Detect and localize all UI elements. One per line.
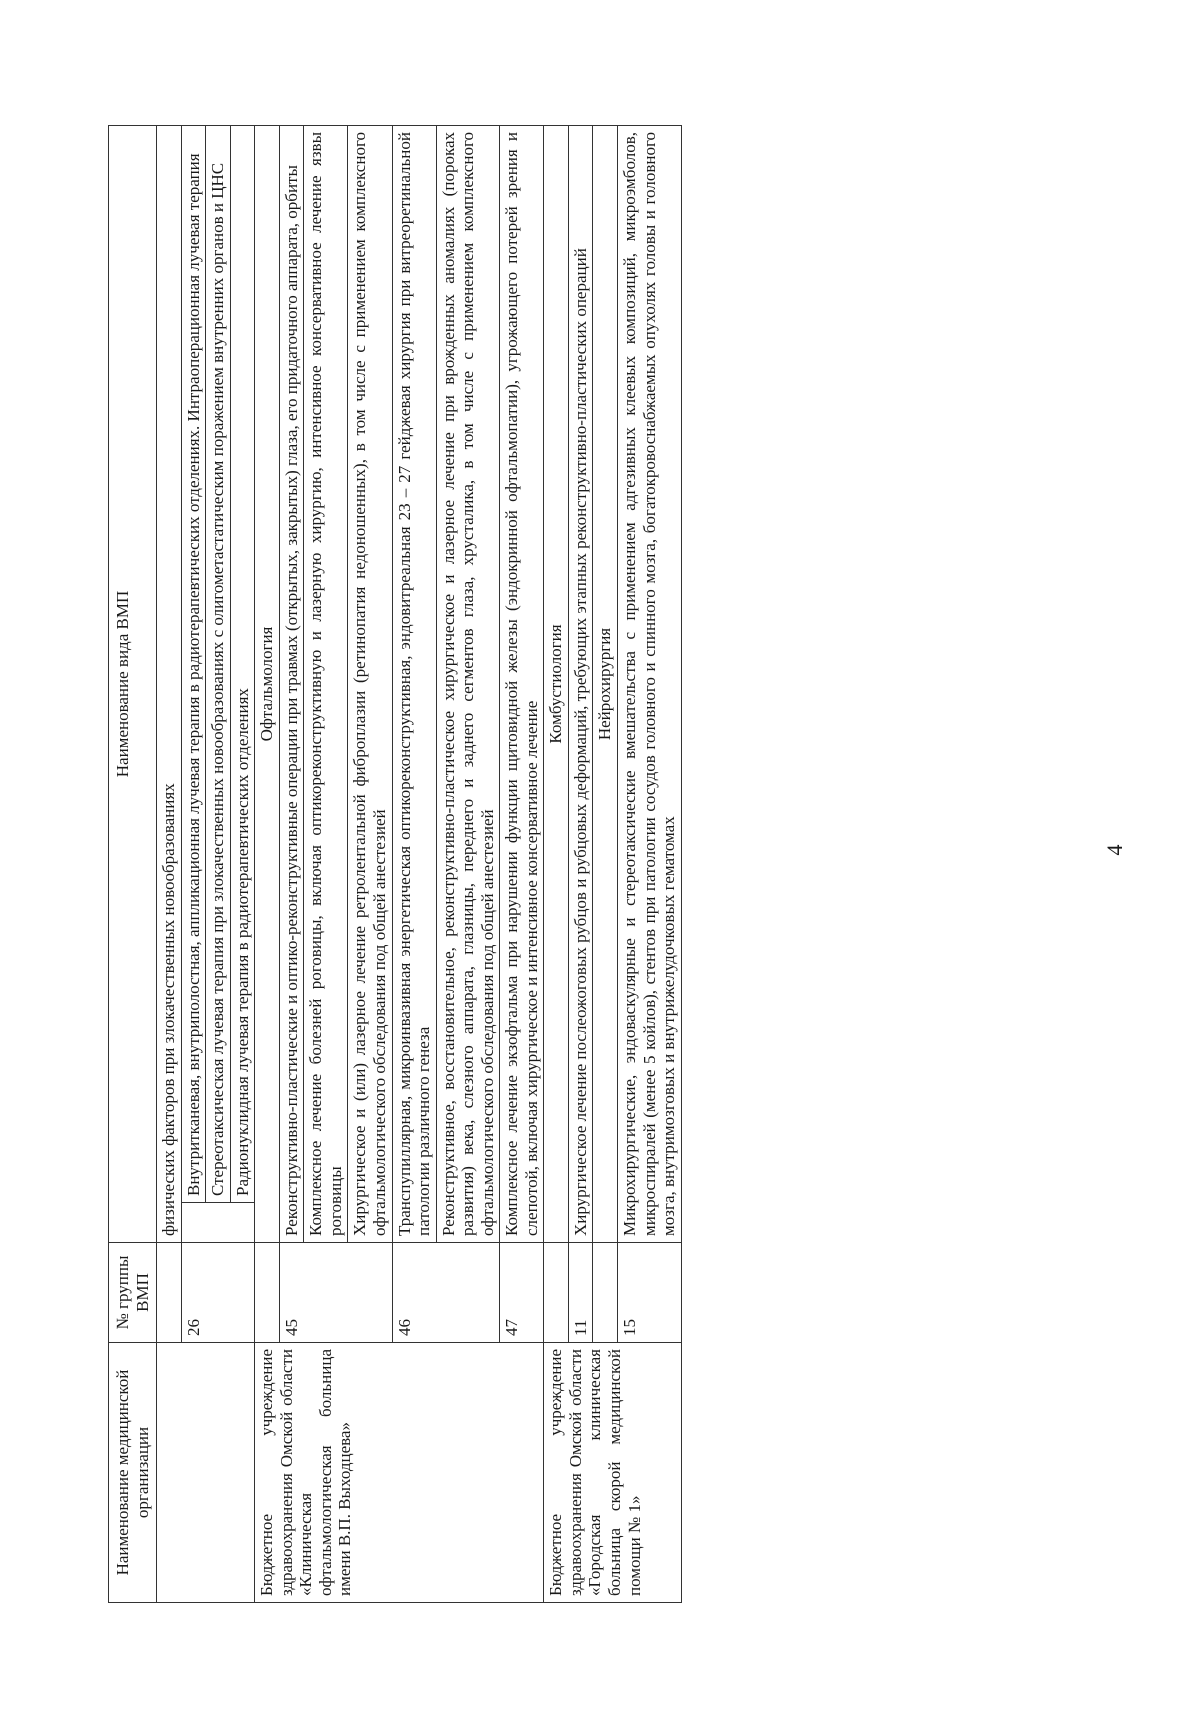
vmp-description: Комплексное лечение болезней роговицы, включая оптикореконструктивную и лазерную хирургию, интенсивное консервативное лечение язвы роговицы (304, 126, 348, 1243)
vmp-description: Транспупиллярная, микроинвазивная энергетическая оптикореконструктивная, эндовитреальная 23 – 27 гейджевая хирургия при витреоретинальной патологии различного генеза (392, 126, 436, 1243)
group-number-cell (157, 1243, 182, 1343)
header-group-number: № группы ВМП (109, 1243, 157, 1343)
section-row (544, 126, 569, 1603)
group-number-cell: 47 (500, 1243, 544, 1343)
vmp-description: физических факторов при злокачественных новообразованиях (157, 126, 182, 1243)
group-number-cell (255, 1243, 280, 1343)
group-number-cell: 45 (279, 1243, 392, 1343)
section-title-neurosurgery: Нейрохирургия (593, 126, 618, 1243)
vmp-description: Стереотаксическая лучевая терапия при злокачественных новообразованиях с олигометастатическим поражением внутренних органов и ЦНС (206, 126, 231, 1203)
group-number-cell (593, 1243, 618, 1343)
vmp-description: Реконструктивно-пластические и оптико-реконструктивные операции при травмах (открытых, закрытых) глаза, его придаточного аппарата, орбиты (279, 126, 304, 1243)
vmp-description: Хирургическое и (или) лазерное лечение ретролентальной фиброплазии (ретинопатия недоношенных), в том числе с применением комплексного офтальмологического обследования под общей анестезией (348, 126, 392, 1243)
org-cell: Бюджетное учреждение здравоохранения Омской области «Клиническая офтальмологическая больница имени В.П. Выходцева» (255, 1343, 544, 1603)
group-number-cell: 26 (181, 1243, 255, 1343)
table-row (157, 126, 182, 1603)
org-cell-continued (157, 1343, 255, 1603)
table-header-row (109, 126, 157, 1603)
vmp-description: Радионуклидная лучевая терапия в радиотерапевтических отделениях (230, 126, 255, 1203)
group-number-cell (544, 1243, 569, 1343)
header-vmp-type: Наименование вида ВМП (109, 126, 157, 1243)
org-cell: Бюджетное учреждение здравоохранения Омской области «Городская клиническая больница скорой медицинской помощи № 1» (544, 1343, 681, 1603)
vmp-description: Хирургическое лечение послеожоговых рубцов и рубцовых деформаций, требующих этапных реконструктивно-пластических операций (568, 126, 593, 1243)
section-title-combustiology: Комбустиология (544, 126, 569, 1243)
vmp-table (108, 125, 682, 1603)
header-organization: Наименование медицинской организации (109, 1343, 157, 1603)
group-number-cell: 46 (392, 1243, 500, 1343)
section-row (255, 126, 280, 1603)
vmp-description: Внутритканевая, внутриполостная, аппликационная лучевая терапия в радиотерапевтических отделениях. Интраоперационная лучевая терапия (181, 126, 206, 1203)
group-number-cell: 15 (618, 1243, 682, 1343)
vmp-description: Микрохирургические, эндоваскулярные и стереотаксические вмешательства с применением адгезивных клеевых композиций, микроэмболов, микроспиралей (менее 5 койлов), стентов при патологии сосудов головного и спинного мозга, богатокровоснабжаемых опухолях головы и головного мозга, внутримозговых и внутрижелудочковых гематомах (618, 126, 682, 1243)
page-number: 4 (1102, 844, 1127, 856)
group-number-cell: 11 (568, 1243, 593, 1343)
vmp-description: Реконструктивное, восстановительное, реконструктивно-пластическое хирургическое и лазерное лечение при врожденных аномалиях (пороках развития) века, слезного аппарата, глазницы, переднего и заднего сегментов глаза, хрусталика, в том числе с применением комплексного офтальмологического обследования под общей анестезией (436, 126, 500, 1243)
vmp-description: Комплексное лечение экзофтальма при нарушении функции щитовидной железы (эндокринной офтальмопатии), угрожающего потерей зрения и слепотой, включая хирургическое и интенсивное консервативное лечение (500, 126, 544, 1243)
sub-cell (181, 1203, 255, 1243)
section-title-ophthalmology: Офтальмология (255, 126, 280, 1243)
